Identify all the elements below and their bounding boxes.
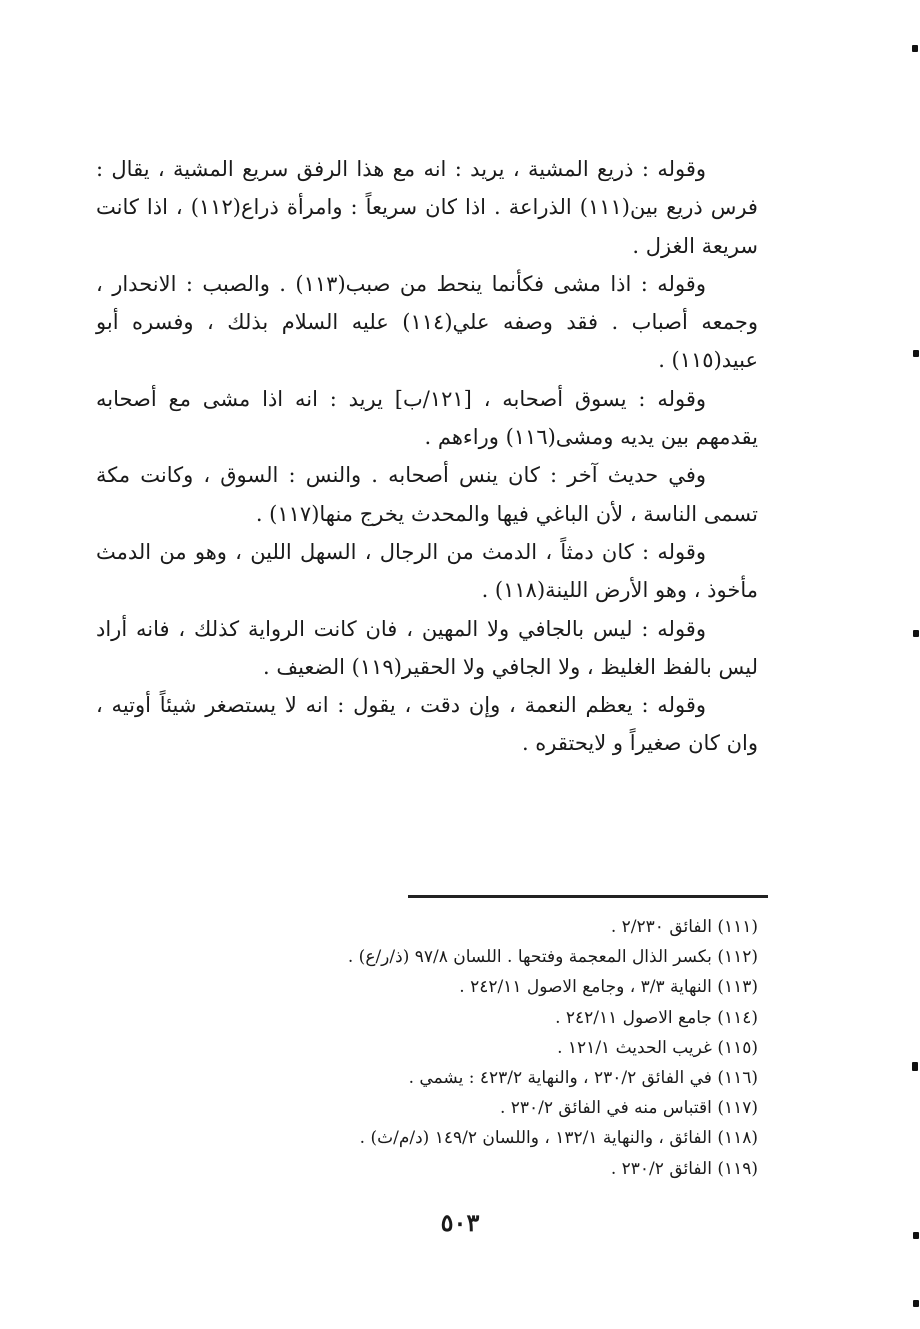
footnotes	[118, 912, 758, 1184]
footnote: (١١٨) الفائق ، والنهاية ١٣٢/١ ، واللسان ١٤٩/٢ (د/م/ث) .	[359, 1128, 758, 1149]
paragraph: وقوله : يعظم النعمة ، وإن دقت ، يقول : انه لا يستصغر شيئاً أوتيه ، وان كان صغيراً و لايحتقره .	[96, 693, 758, 756]
footnote-separator	[408, 895, 768, 898]
footnote: (١١٣) النهاية ٣/٣ ، وجامع الاصول ٢٤٢/١١ .	[459, 977, 758, 998]
footnote: (١١٤) جامع الاصول ٢٤٢/١١ .	[555, 1007, 758, 1028]
footnote: (١١٢) بكسر الذال المعجمة وفتحها . اللسان ٩٧/٨ (ذ/ر/ع) .	[347, 947, 758, 968]
paragraph: وقوله : ليس بالجافي ولا المهين ، فان كانت الرواية كذلك ، فانه أراد ليس بالفظ الغليظ ، ولا الجافي ولا الحقير(١١٩) الضعيف .	[96, 616, 758, 679]
margin-mark	[913, 350, 919, 357]
paragraph: وقوله : كان دمثاً ، الدمث من الرجال ، السهل اللين ، وهو من الدمث مأخوذ ، وهو الأرض اللينة(١١٨) .	[96, 539, 758, 603]
main-text	[96, 150, 758, 763]
margin-mark	[912, 45, 918, 52]
footnote: (١١٥) غريب الحديث ١٢١/١ .	[557, 1037, 758, 1058]
footnote: (١١٩) الفائق ٢٣٠/٢ .	[610, 1158, 758, 1179]
footnote: (١١٧) اقتباس منه في الفائق ٢٣٠/٢ .	[499, 1098, 758, 1119]
footnote: (١١١) الفائق ٢/٢٣٠ .	[610, 917, 758, 937]
page-number: ٥٠٣	[440, 1208, 480, 1237]
paragraph: وقوله : ذريع المشية ، يريد : انه مع هذا الرفق سريع المشية ، يقال : فرس ذريع بين(١١١) الذراعة . اذا كان سريعاً : وامرأة ذراع(١١٢) ، اذا كانت سريعة الغزل .	[96, 157, 758, 258]
margin-mark	[913, 1300, 919, 1307]
margin-mark	[912, 1062, 918, 1071]
paragraph: وقوله : يسوق أصحابه ، [١٢١/ب] يريد : انه اذا مشى مع أصحابه يقدمهم بين يديه ومشى(١١٦) وراءهم .	[96, 386, 758, 450]
footnote: (١١٦) في الفائق ٢٣٠/٢ ، والنهاية ٤٢٣/٢ : يشمي .	[408, 1068, 758, 1089]
margin-mark	[913, 1232, 919, 1239]
paragraph: وقوله : اذا مشى فكأنما ينحط من صبب(١١٣) . والصبب : الانحدار ، وجمعه أصباب . فقد وصفه علي(١١٤) عليه السلام بذلك ، وفسره أبو عبيد(١١٥) .	[96, 271, 758, 373]
paragraph: وفي حديث آخر : كان ينس أصحابه . والنس : السوق ، وكانت مكة تسمى الناسة ، لأن الباغي فيها والمحدث يخرج منها(١١٧) .	[96, 463, 758, 526]
margin-mark	[913, 630, 919, 637]
